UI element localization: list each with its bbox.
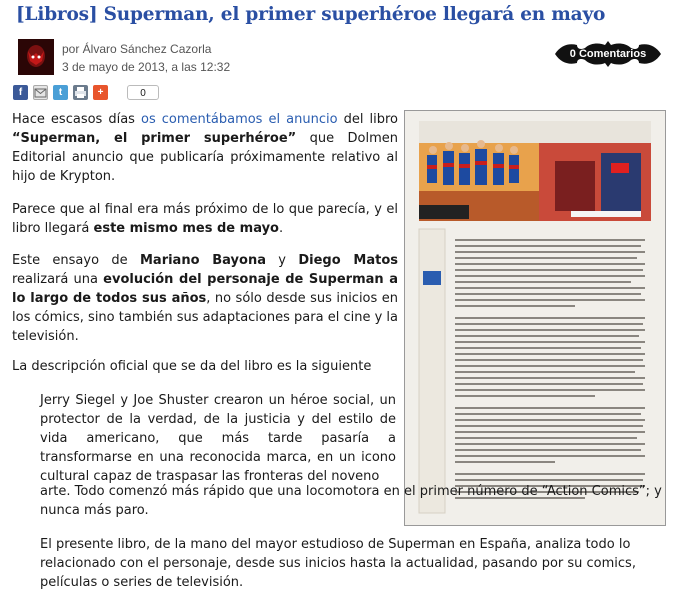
twitter-icon[interactable]: t [53,85,68,100]
facebook-icon[interactable]: f [13,85,28,100]
release-highlight: este mismo mes de mayo [93,221,279,236]
paragraph-release: Parece que al final era más próximo de lo que parecía, y el libro llegará este mismo mes de mayo. [12,202,398,236]
post-title[interactable]: [Libros] Superman, el primer superhéroe llegará en mayo [16,4,606,25]
print-icon[interactable] [73,85,88,100]
evolution-highlight: evolución del personaje de Superman a lo largo de todos sus años [12,272,398,306]
author-name: Diego Matos [298,253,398,268]
paragraph-intro: Hace escasos días os comentábamos el anuncio del libro “Superman, el primer superhéroe” que Dolmen Editorial anuncio que publicaría próximamente relativo al hijo de Krypton. [12,112,398,184]
post-author[interactable]: por Álvaro Sánchez Cazorla [62,42,212,56]
author-avatar [18,39,54,75]
quote-paragraph-continued: arte. Todo comenzó más rápido que una locomotora en el primer número de “Action Comics”; y nunca más paro. [40,484,662,518]
email-icon[interactable] [33,85,48,100]
paragraph-authors: Este ensayo de Mariano Bayona y Diego Matos realizará una evolución del personaje de Superman a lo largo de todos sus años, no sólo desde sus inicios en los cómics, sino también sus adaptaciones para el cine y la televisión. [12,253,398,344]
comments-button[interactable] [555,41,661,67]
announcement-link[interactable]: os comentábamos el anuncio [141,112,338,127]
book-cover-image [404,110,666,526]
comments-count-label: 0 Comentarios [569,48,647,60]
book-title: “Superman, el primer superhéroe” [12,131,297,146]
author-name: Mariano Bayona [139,253,266,268]
quote-paragraph-second: El presente libro, de la mano del mayor estudioso de Superman en España, analiza todo lo relacionado con el personaje, desde sus inicios hasta la actualidad, pasando por su comics, películas o series de televisión. [40,537,636,590]
post-date: 3 de mayo de 2013, a las 12:32 [62,60,231,74]
paragraph-description-intro: La descripción oficial que se da del libro es la siguiente [12,359,372,374]
plus-icon[interactable]: + [93,85,108,100]
quote-paragraph: Jerry Siegel y Joe Shuster crearon un héroe social, un protector de la verdad, de la justicia y del estilo de vida americano, que más tarde pasaría a transformarse en una reconocida marca, en un icono cultural capaz de traspasar las fronteras del noveno [40,393,396,484]
share-count: 0 [127,85,159,100]
